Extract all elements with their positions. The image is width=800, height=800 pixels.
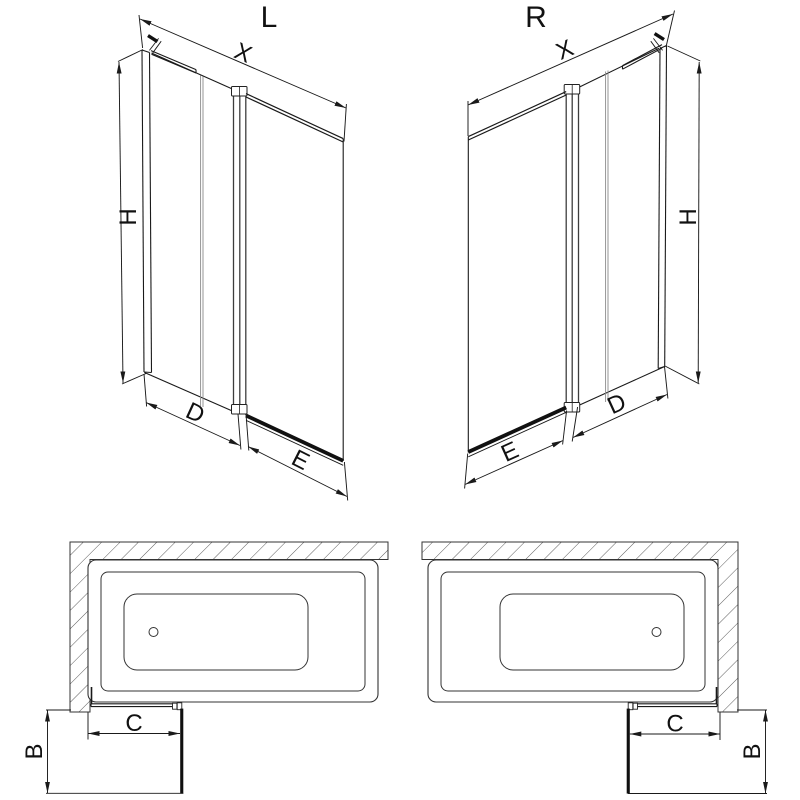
dim-label-e-right: E (497, 436, 523, 468)
fixed-panel (579, 48, 665, 405)
center-profile (566, 88, 578, 414)
view-label-r: R (525, 1, 547, 34)
bathtub-outer (428, 560, 718, 702)
door-open (180, 709, 183, 794)
bathtub-outer (88, 560, 378, 702)
dim-label-b-right: B (739, 743, 766, 760)
bathtub (428, 560, 718, 702)
dim-label-h-right: H (675, 208, 702, 226)
plan-view-left (21, 542, 388, 794)
dim-label-e-left: E (287, 444, 314, 476)
dim-label-x-left: X (230, 37, 256, 69)
center-profile (234, 90, 246, 416)
screen-plan (91, 687, 183, 794)
bathtub (88, 560, 378, 702)
wall-bracket-icon (655, 34, 664, 40)
dim-label-x-right: X (552, 34, 578, 66)
drain-icon (652, 628, 661, 637)
sliding-panel (468, 71, 608, 457)
plan-view-right (422, 542, 767, 794)
dim-label-c-left: C (125, 710, 143, 737)
profile-connector-top (232, 87, 248, 97)
dim-label-d-right: D (603, 388, 631, 421)
wall-profile-left (142, 50, 152, 373)
door-open (627, 709, 630, 794)
dim-label-h-left: H (115, 208, 142, 226)
front-view-right (465, 1, 702, 489)
wall-profile-right (658, 46, 666, 369)
drain-icon (149, 628, 158, 637)
front-view-left (115, 1, 348, 501)
profile-connector-top (564, 85, 580, 95)
dimensions-plan-left (46, 710, 183, 793)
view-label-l: L (260, 1, 278, 34)
hinge (633, 703, 637, 709)
wall-bracket-icon (148, 36, 157, 42)
profile-connector-bottom (232, 405, 248, 415)
fixed-panel (145, 53, 234, 412)
screen-plan (627, 687, 717, 794)
dim-label-c-right: C (666, 710, 684, 738)
dim-label-d-left: D (181, 397, 209, 430)
support-bar (623, 34, 665, 70)
hinge (173, 703, 177, 709)
dim-label-b-left: B (21, 743, 48, 760)
